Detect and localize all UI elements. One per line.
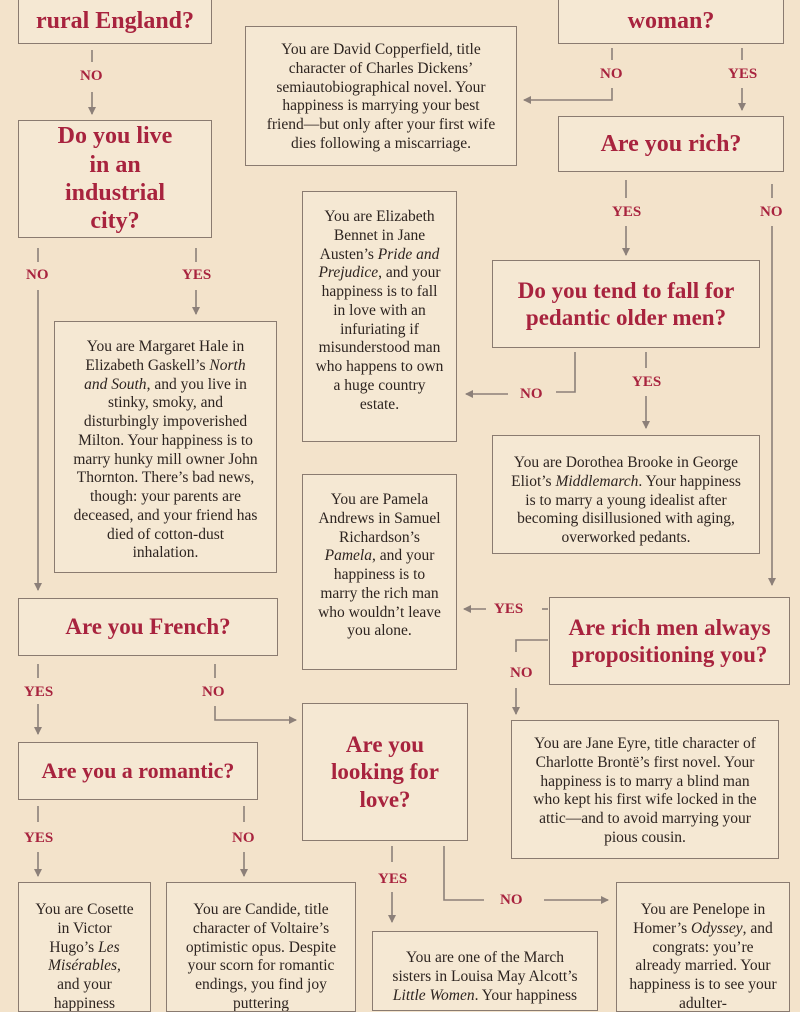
answer-pamela-andrews: You are Pamela Andrews in Samuel Richardson’s Pamela, and your happiness is to marry the rich man who wouldn’t leave you alone.	[302, 474, 457, 670]
label-yes-propositioned: YES	[494, 601, 524, 617]
answer-cosette: You are Cosette in Victor Hugo’s Les Misérables, and your happiness	[18, 882, 151, 1012]
label-yes-french: YES	[24, 684, 54, 700]
label-yes-woman: YES	[728, 66, 758, 82]
label-yes-rich: YES	[612, 204, 642, 220]
question-pedantic-men: Do you tend to fall for pedantic older men?	[492, 260, 760, 348]
question-woman: woman?	[558, 0, 784, 44]
label-no-love: NO	[500, 892, 523, 908]
answer-david-copperfield: You are David Copperfield, title character of Charles Dickens’ semiautobiographical novel. Your happiness is marrying your best friend—but only after your first wife dies following a miscarriage.	[245, 26, 517, 166]
label-no-rich: NO	[760, 204, 783, 220]
label-yes-love: YES	[378, 871, 408, 887]
label-no-french: NO	[202, 684, 225, 700]
label-no-romantic: NO	[232, 830, 255, 846]
label-yes-industrial: YES	[182, 267, 212, 283]
question-rural-england: rural England?	[18, 0, 212, 44]
label-no-propositioned: NO	[510, 665, 533, 681]
label-no-rural: NO	[80, 68, 103, 84]
label-yes-pedantic: YES	[632, 374, 662, 390]
label-yes-romantic: YES	[24, 830, 54, 846]
answer-march-sisters: You are one of the March sisters in Louisa May Alcott’s Little Women. Your happiness	[372, 931, 598, 1011]
question-industrial-city: Do you live in an industrial city?	[18, 120, 212, 238]
answer-elizabeth-bennet: You are Elizabeth Bennet in Jane Austen’s Pride and Prejudice, and your happiness is to fall in love with an infuriating if misunderstood man who happens to own a huge country estate.	[302, 191, 457, 442]
label-no-industrial: NO	[26, 267, 49, 283]
answer-margaret-hale: You are Margaret Hale in Elizabeth Gaskell’s North and South, and you live in stinky, smoky, and disturbingly impoverished Milton. Your happiness is to marry hunky mill owner John Thornton. There’s bad news, though: your parents are deceased, and your friend has died of cotton-dust inhalation.	[54, 321, 277, 573]
answer-dorothea-brooke: You are Dorothea Brooke in George Eliot’s Middlemarch. Your happiness is to marry a young idealist after becoming disillusioned with aging, overworked pedants.	[492, 435, 760, 554]
answer-penelope: You are Penelope in Homer’s Odyssey, and congrats: you’re already married. Your happiness is to see your adulter-	[616, 882, 790, 1012]
question-french: Are you French?	[18, 598, 278, 656]
question-looking-for-love: Are you looking for love?	[302, 703, 468, 841]
question-propositioned: Are rich men always propositioning you?	[549, 597, 790, 685]
question-romantic: Are you a romantic?	[18, 742, 258, 800]
label-no-woman: NO	[600, 66, 623, 82]
answer-candide: You are Candide, title character of Voltaire’s optimistic opus. Despite your scorn for romantic endings, you find joy puttering	[166, 882, 356, 1012]
label-no-pedantic: NO	[520, 386, 543, 402]
answer-jane-eyre: You are Jane Eyre, title character of Charlotte Brontë’s first novel. Your happiness is to marry a blind man who kept his first wife locked in the attic—and to avoid marrying your pious cousin.	[511, 720, 779, 859]
question-rich: Are you rich?	[558, 116, 784, 172]
